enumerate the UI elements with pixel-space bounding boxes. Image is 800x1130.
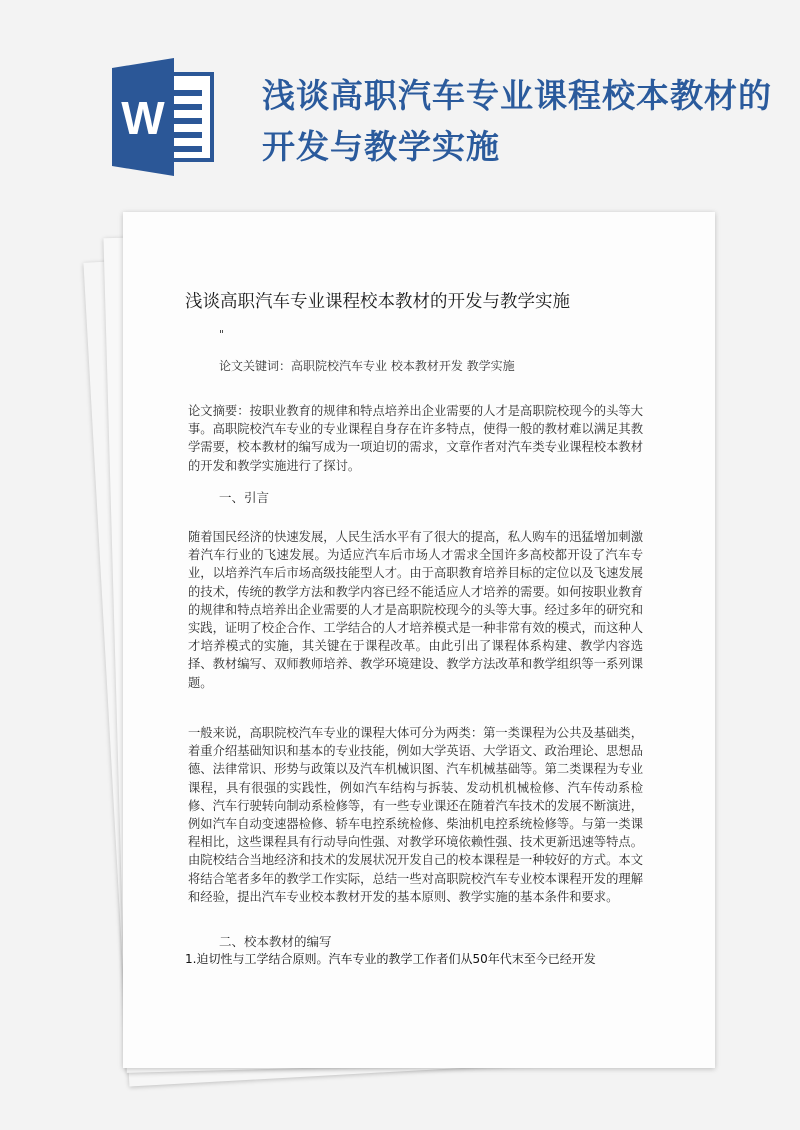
page-title: 浅谈高职汽车专业课程校本教材的开发与教学实施 bbox=[262, 76, 772, 166]
body-paragraph: 随着国民经济的快速发展，人民生活水平有了很大的提高，私人购车的迅猛增加刺激着汽车行业的飞速发展。为适应汽车后市场人才需求全国许多高校都开设了汽车专业，以培养汽车后市场高级技能型人才。由于高职教育培养目标的定位以及飞速发展的技术，传统的教学方法和教学内容已经不能适应人才培养的需要。如何按职业教育的规律和特点培养出企业需要的人才是高职院校现今的头等大事。经过多年的研究和实践，证明了校企合作、工学结合的人才培养模式是一种非常有效的模式，而这种人才培养模式的实施，其关键在于课程改革。由此引出了课程体系构建、教学内容选择、教材编写、双师教师培养、教学环境建设、教学方法改革和教学组织等一系列课题。 bbox=[188, 530, 643, 690]
section-heading-intro: 一、引言 bbox=[219, 490, 270, 505]
abstract-paragraph: 论文摘要：按职业教育的规律和特点培养出企业需要的人才是高职院校现今的头等大事。高职院校汽车专业的专业课程自身存在许多特点，使得一般的教材难以满足其教学需要，校本教材的编写成为一项迫切的需求，文章作者对汽车类专业课程校本教材的开发和教学实施进行了探讨。 bbox=[188, 404, 643, 473]
keywords-line: 论文关键词：高职院校汽车专业 校本教材开发 教学实施 bbox=[219, 359, 515, 373]
body-text-line: 1.迫切性与工学结合原则。汽车专业的教学工作者们从50年代末至今已经开发 bbox=[185, 952, 596, 966]
word-logo-letter: W bbox=[121, 92, 165, 144]
quote-mark: " bbox=[219, 328, 225, 341]
word-document-icon bbox=[108, 58, 220, 176]
section-heading-textbook: 二、校本教材的编写 bbox=[219, 934, 332, 949]
body-paragraph: 一般来说，高职院校汽车专业的课程大体可分为两类：第一类课程为公共及基础类，着重介绍基础知识和基本的专业技能，例如大学英语、大学语文、政治理论、思想品德、法律常识、形势与政策以及汽车机械识图、汽车机械基础等。第二类课程为专业课程，具有很强的实践性，例如汽车结构与拆装、发动机机械检修、汽车传动系检修、汽车行驶转向制动系检修等，有一些专业课还在随着汽车技术的发展不断演进，例如汽车自动变速器检修、轿车电控系统检修、柴油机电控系统检修等。与第一类课程相比，这些课程具有行动导向性强、对教学环境依赖性强、技术更新迅速等特点。由院校结合当地经济和技术的发展状况开发自己的校本课程是一种较好的方式。本文将结合笔者多年的教学工作实际，总结一些对高职院校汽车专业校本课程开发的理解和经验，提出汽车专业校本教材开发的基本原则、教学实施的基本条件和要求。 bbox=[188, 726, 643, 904]
document-title: 浅谈高职汽车专业课程校本教材的开发与教学实施 bbox=[185, 292, 570, 312]
document-page bbox=[123, 212, 715, 1068]
